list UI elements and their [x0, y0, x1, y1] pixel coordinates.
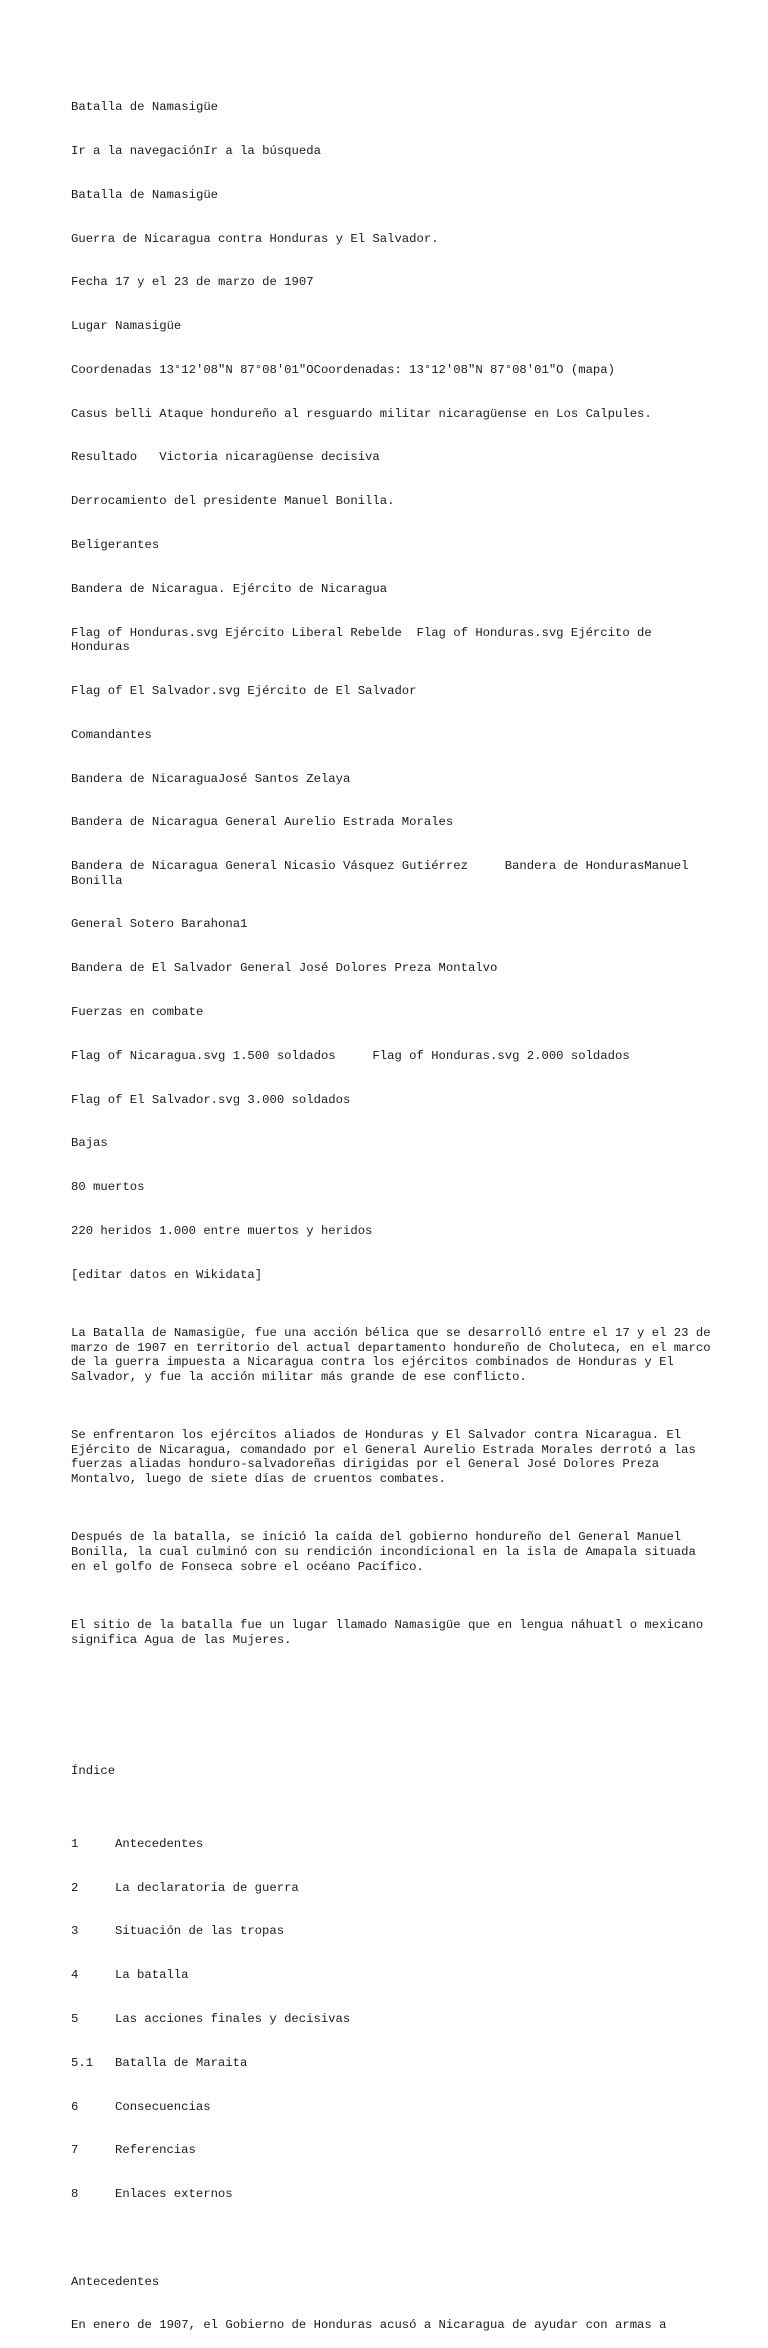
armies-paragraph: Se enfrentaron los ejércitos aliados de Honduras y El Salvador contra Nicaragua. El Ejército de Nicaragua, comandado por el General Aurelio Estrada Morales derrotó a las fuerzas aliadas honduro-salvadoreñas dirigidas por el General José Dolores Preza Montalvo, luego de siete días de cruentos combates.	[71, 1428, 704, 1486]
infobox-coordinates: Coordenadas 13°12′08″N 87°08′01″OCoordenadas: 13°12′08″N 87°08′01″O (mapa)	[71, 362, 615, 377]
intro-paragraph: La Batalla de Namasigüe, fue una acción bélica que se desarrolló entre el 17 y el 23 de marzo de 1907 en territorio del actual departamento hondureño de Choluteca, en el marco de la guerra impuesta a Nicaragua contra los ejércitos combinados de Honduras y El Salvador, y fue la acción militar más grande de ese conflicto.	[71, 1326, 718, 1384]
toc-item[interactable]	[71, 1924, 711, 1939]
commander-barahona: General Sotero Barahona1	[71, 917, 248, 932]
infobox-place: Lugar Namasigüe	[71, 319, 182, 334]
infobox-casus-belli: Casus belli Ataque hondureño al resguardo militar nicaragüense en Los Calpules.	[71, 406, 652, 421]
toc-item-number: 7	[71, 2143, 79, 2158]
toc-item-number: 4	[71, 1968, 79, 1983]
toc-item-number: 3	[71, 1924, 79, 1939]
toc-item-label: Batalla de Maraita	[115, 2055, 248, 2070]
toc-item[interactable]	[71, 2187, 711, 2202]
toc-item-label: Referencias	[115, 2143, 196, 2158]
commander-zelaya: Bandera de NicaraguaJosé Santos Zelaya	[71, 771, 351, 786]
toc-item[interactable]	[71, 1881, 711, 1896]
aftermath-paragraph: Después de la batalla, se inició la caída del gobierno hondureño del General Manuel Bonilla, la cual culminó con su rendición incondicional en la isla de Amapala situada en el golfo de Fonseca sobre el océano Pacífico.	[71, 1530, 704, 1574]
toc-item[interactable]	[71, 2143, 711, 2158]
belligerents-heading: Beligerantes	[71, 538, 160, 552]
toc-item-number: 5	[71, 2011, 79, 2026]
toc-item-number: 1	[71, 1836, 79, 1851]
forces-nicaragua-honduras: Flag of Nicaragua.svg 1.500 soldados Flag of Honduras.svg 2.000 soldados	[71, 1048, 630, 1063]
belligerents-nicaragua: Bandera de Nicaragua. Ejército de Nicaragua	[71, 581, 388, 596]
casualties-wounded: 220 heridos 1.000 entre muertos y heridos	[71, 1223, 373, 1238]
toc-item[interactable]	[71, 1968, 711, 1983]
toc-item-label: Situación de las tropas	[115, 1924, 285, 1939]
antecedentes-paragraph: En enero de 1907, el Gobierno de Honduras acusó a Nicaragua de ayudar con armas a	[71, 2318, 667, 2333]
document-body	[71, 71, 718, 2348]
infobox-result-detail: Derrocamiento del presidente Manuel Bonilla.	[71, 494, 395, 509]
toc-item-label: Antecedentes	[115, 1836, 204, 1851]
toc-item-label: Las acciones finales y decisivas	[115, 2011, 351, 2026]
belligerents-el-salvador: Flag of El Salvador.svg Ejército de El Salvador	[71, 683, 417, 698]
page-title: Batalla de Namasigüe	[71, 100, 219, 115]
infobox-title: Batalla de Namasigüe	[71, 187, 219, 202]
toc-item[interactable]	[71, 2056, 711, 2071]
infobox-conflict: Guerra de Nicaragua contra Honduras y El Salvador.	[71, 231, 439, 246]
belligerents-honduras: Flag of Honduras.svg Ejército Liberal Rebelde Flag of Honduras.svg Ejército de Honduras	[71, 625, 660, 655]
toc-item[interactable]	[71, 2012, 711, 2027]
wikidata-edit-link[interactable]: [editar datos en Wikidata]	[71, 1267, 263, 1282]
etymology-paragraph: El sitio de la batalla fue un lugar llamado Namasigüe que en lengua náhuatl o mexicano significa Agua de las Mujeres.	[71, 1617, 711, 1647]
toc-heading: Índice	[71, 1763, 116, 1778]
section-heading-antecedentes: Antecedentes	[71, 2274, 160, 2289]
casualties-dead: 80 muertos	[71, 1180, 145, 1195]
skip-links[interactable]: Ir a la navegaciónIr a la búsqueda	[71, 143, 321, 158]
commander-preza: Bandera de El Salvador General José Dolores Preza Montalvo	[71, 961, 498, 976]
toc-item-label: Enlaces externos	[115, 2187, 233, 2202]
toc-item-number: 5.1	[71, 2055, 94, 2070]
forces-el-salvador: Flag of El Salvador.svg 3.000 soldados	[71, 1092, 351, 1107]
toc-item-number: 2	[71, 1880, 79, 1895]
infobox-date: Fecha 17 y el 23 de marzo de 1907	[71, 275, 314, 290]
spacer	[71, 1691, 711, 1720]
table-of-contents	[71, 1808, 711, 2231]
commanders-heading: Comandantes	[71, 727, 152, 742]
commander-estrada: Bandera de Nicaragua General Aurelio Estrada Morales	[71, 815, 454, 830]
casualties-heading: Bajas	[71, 1136, 108, 1151]
toc-item[interactable]	[71, 2100, 711, 2115]
toc-item-label: La declaratoria de guerra	[115, 1880, 299, 1895]
toc-item-number: 6	[71, 2099, 79, 2114]
toc-item-number: 8	[71, 2187, 79, 2202]
commander-vasquez-bonilla: Bandera de Nicaragua General Nicasio Vásquez Gutiérrez Bandera de HondurasManuel Bonilla	[71, 859, 696, 888]
toc-item-label: Consecuencias	[115, 2099, 211, 2114]
infobox-result: Resultado Victoria nicaragüense decisiva	[71, 450, 380, 465]
toc-item[interactable]	[71, 1837, 711, 1852]
toc-item-label: La batalla	[115, 1968, 189, 1983]
forces-heading: Fuerzas en combate	[71, 1005, 204, 1019]
